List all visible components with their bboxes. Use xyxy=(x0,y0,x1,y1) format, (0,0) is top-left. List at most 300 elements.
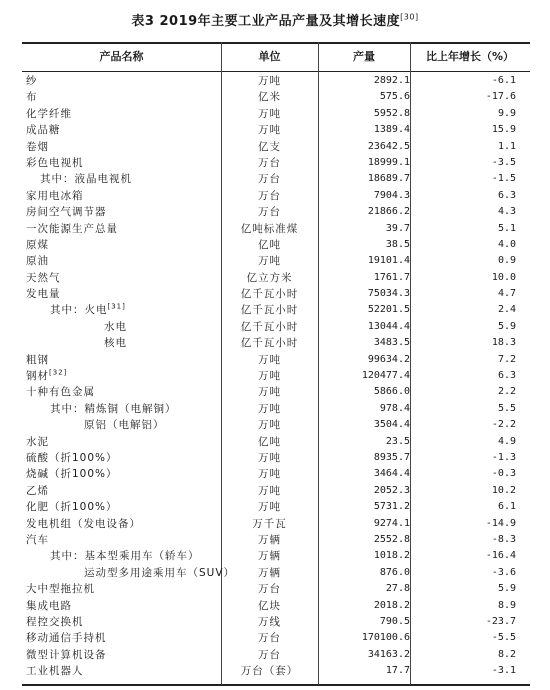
growth-value-text: -1.3 xyxy=(491,451,516,463)
product-name-text: 运动型多用途乘用车（SUV） xyxy=(84,566,236,579)
output-value-text: 18689.7 xyxy=(367,173,410,185)
output-value-text: 18999.1 xyxy=(367,156,410,168)
output-value-text: 3464.4 xyxy=(373,468,410,480)
table-row xyxy=(22,270,530,286)
output-value xyxy=(318,237,410,253)
unit-text: 万辆 xyxy=(258,566,281,579)
header-rule xyxy=(22,71,530,72)
growth-value-text: -23.7 xyxy=(485,615,516,627)
table-row xyxy=(22,352,530,368)
growth-value-text: -5.5 xyxy=(491,632,516,644)
table-row xyxy=(22,319,530,335)
growth-value xyxy=(410,270,520,286)
output-value xyxy=(318,434,410,450)
product-name-text: 原铝（电解铝） xyxy=(84,419,165,432)
product-name-text: 纱 xyxy=(26,75,38,87)
product-name-text: 化肥（折100%） xyxy=(26,501,118,514)
product-name xyxy=(26,598,72,614)
unit-text: 万吨 xyxy=(258,468,281,481)
output-value xyxy=(318,155,410,171)
bottom-rule xyxy=(22,684,530,686)
unit-text: 亿块 xyxy=(258,599,281,612)
footnote-marker: [31] xyxy=(107,302,126,311)
product-name-text: 原煤 xyxy=(26,238,49,251)
growth-value xyxy=(410,516,520,532)
growth-value-text: 10.2 xyxy=(491,484,516,496)
unit-text: 万辆 xyxy=(258,550,281,563)
growth-value-text: 6.1 xyxy=(497,501,516,513)
table-row xyxy=(22,663,530,679)
unit xyxy=(221,335,318,351)
unit xyxy=(221,516,318,532)
product-name-text: 粗钢 xyxy=(26,353,49,366)
product-name xyxy=(26,532,49,548)
growth-value-text: -8.3 xyxy=(491,533,516,545)
unit-text: 亿支 xyxy=(258,140,281,153)
growth-value xyxy=(410,565,520,581)
growth-value-text: 4.9 xyxy=(497,435,516,447)
output-value xyxy=(318,417,410,433)
unit-text: 万吨 xyxy=(258,75,281,87)
table-row xyxy=(22,516,530,532)
output-value-text: 21866.2 xyxy=(367,206,410,218)
unit-text: 万吨 xyxy=(258,419,281,432)
unit xyxy=(221,122,318,138)
growth-value-text: 18.3 xyxy=(491,337,516,349)
unit-text: 亿千瓦小时 xyxy=(240,304,299,317)
output-value xyxy=(318,335,410,351)
product-name xyxy=(26,237,49,253)
unit xyxy=(221,73,318,89)
output-value-text: 2552.8 xyxy=(373,533,410,545)
output-value-text: 5952.8 xyxy=(373,107,410,119)
table-row xyxy=(22,335,530,351)
output-value xyxy=(318,171,410,187)
product-name xyxy=(26,89,38,105)
growth-value-text: 5.1 xyxy=(497,222,516,234)
product-name xyxy=(104,319,127,335)
table-row xyxy=(22,253,530,269)
growth-value xyxy=(410,581,520,597)
unit-text: 万千瓦 xyxy=(252,517,287,530)
growth-value xyxy=(410,450,520,466)
output-value xyxy=(318,483,410,499)
header-growth: 比上年增长（%） xyxy=(425,50,515,63)
growth-value xyxy=(410,89,520,105)
unit-text: 亿千瓦小时 xyxy=(240,320,299,333)
product-name-text: 工业机器人 xyxy=(26,665,84,678)
growth-value-text: 5.9 xyxy=(497,583,516,595)
output-value xyxy=(318,286,410,302)
output-value-text: 5866.0 xyxy=(373,386,410,398)
product-name xyxy=(26,466,118,482)
unit-text: 万吨 xyxy=(258,353,281,366)
unit-text: 万吨 xyxy=(258,501,281,514)
product-name-text: 微型计算机设备 xyxy=(26,648,107,661)
output-value-text: 2892.1 xyxy=(373,75,410,86)
unit xyxy=(221,89,318,105)
product-name xyxy=(50,401,177,417)
unit xyxy=(221,270,318,286)
product-name xyxy=(50,548,200,564)
output-value-text: 978.4 xyxy=(379,402,410,414)
table-title-text: 表3 2019年主要工业产品产量及其增长速度 xyxy=(131,14,401,29)
table-row xyxy=(22,155,530,171)
output-value-text: 13044.4 xyxy=(367,320,410,332)
growth-value xyxy=(410,548,520,564)
table-row xyxy=(22,565,530,581)
product-name-text: 钢材 xyxy=(26,370,49,383)
product-name-text: 其中：火电 xyxy=(50,304,108,317)
product-name-text: 原油 xyxy=(26,255,49,268)
table-row xyxy=(22,499,530,515)
product-name xyxy=(26,106,72,122)
product-name xyxy=(26,122,61,138)
growth-value-text: 8.9 xyxy=(497,599,516,611)
unit xyxy=(221,565,318,581)
output-value xyxy=(318,352,410,368)
unit xyxy=(221,302,318,318)
product-name xyxy=(26,204,107,220)
output-value-text: 5731.2 xyxy=(373,501,410,513)
growth-value xyxy=(410,122,520,138)
growth-value-text: 2.4 xyxy=(497,304,516,316)
table-header xyxy=(22,42,530,71)
growth-value xyxy=(410,630,520,646)
product-name xyxy=(26,188,84,204)
table-row xyxy=(22,630,530,646)
unit xyxy=(221,139,318,155)
growth-value-text: 7.2 xyxy=(497,353,516,365)
growth-value xyxy=(410,384,520,400)
table-row xyxy=(22,221,530,237)
growth-value xyxy=(410,335,520,351)
product-name xyxy=(26,630,107,646)
product-name-text: 硫酸（折100%） xyxy=(26,451,118,464)
table-body xyxy=(22,73,530,679)
unit-text: 亿千瓦小时 xyxy=(240,337,299,350)
table-row xyxy=(22,286,530,302)
product-name-text: 布 xyxy=(26,91,38,104)
growth-value xyxy=(410,221,520,237)
output-value-text: 170100.6 xyxy=(361,632,410,644)
table-row xyxy=(22,106,530,122)
unit xyxy=(221,188,318,204)
growth-value xyxy=(410,598,520,614)
output-value xyxy=(318,368,410,384)
product-name xyxy=(26,499,118,515)
unit xyxy=(221,532,318,548)
output-value-text: 790.5 xyxy=(379,615,410,627)
table-row xyxy=(22,647,530,663)
unit-text: 万吨 xyxy=(258,255,281,268)
output-value-text: 75034.3 xyxy=(367,288,410,300)
product-name xyxy=(26,450,118,466)
growth-value-text: 9.9 xyxy=(497,107,516,119)
growth-value-text: -17.6 xyxy=(485,91,516,103)
unit-text: 万台 xyxy=(258,648,281,661)
table-row xyxy=(22,139,530,155)
footnote-marker: [32] xyxy=(49,368,68,377)
output-value xyxy=(318,188,410,204)
output-value-text: 19101.4 xyxy=(367,255,410,267)
product-name xyxy=(26,73,38,89)
growth-value-text: 5.5 xyxy=(497,402,516,414)
table-row xyxy=(22,581,530,597)
output-value-text: 7904.3 xyxy=(373,189,410,201)
unit-text: 万线 xyxy=(258,615,281,628)
output-value xyxy=(318,89,410,105)
output-value-text: 3483.5 xyxy=(373,337,410,349)
output-value xyxy=(318,516,410,532)
output-value xyxy=(318,663,410,679)
output-value xyxy=(318,532,410,548)
growth-value xyxy=(410,106,520,122)
product-name xyxy=(26,647,107,663)
growth-value-text: 2.2 xyxy=(497,386,516,398)
growth-value xyxy=(410,286,520,302)
header-unit: 单位 xyxy=(258,50,281,63)
table-row xyxy=(22,614,530,630)
growth-value xyxy=(410,483,520,499)
output-value xyxy=(318,614,410,630)
table-row xyxy=(22,302,530,318)
product-name-text: 化学纤维 xyxy=(26,107,72,120)
unit-text: 万台 xyxy=(258,206,281,219)
output-value-text: 575.6 xyxy=(379,91,410,103)
unit xyxy=(221,417,318,433)
product-name xyxy=(26,155,84,171)
product-name-text: 烧碱（折100%） xyxy=(26,468,118,481)
product-name xyxy=(26,516,141,532)
unit xyxy=(221,171,318,187)
growth-value-text: -14.9 xyxy=(485,517,516,529)
output-value xyxy=(318,139,410,155)
product-name xyxy=(26,483,49,499)
output-value xyxy=(318,647,410,663)
table-row xyxy=(22,122,530,138)
growth-value-text: -1.5 xyxy=(491,173,516,185)
product-name-text: 彩色电视机 xyxy=(26,156,84,169)
output-value-text: 8935.7 xyxy=(373,451,410,463)
output-value xyxy=(318,253,410,269)
output-value xyxy=(318,466,410,482)
unit-text: 万吨 xyxy=(258,451,281,464)
growth-value xyxy=(410,73,520,89)
growth-value-text: 10.0 xyxy=(491,271,516,283)
unit-text: 亿吨 xyxy=(258,435,281,448)
output-value xyxy=(318,581,410,597)
product-name xyxy=(26,352,49,368)
unit xyxy=(221,286,318,302)
unit xyxy=(221,401,318,417)
product-name-text: 一次能源生产总量 xyxy=(26,222,118,235)
growth-value-text: -0.3 xyxy=(491,468,516,480)
table-row xyxy=(22,171,530,187)
unit-text: 亿吨标准煤 xyxy=(240,222,299,235)
unit xyxy=(221,253,318,269)
output-value xyxy=(318,598,410,614)
growth-value xyxy=(410,253,520,269)
output-value xyxy=(318,565,410,581)
growth-value xyxy=(410,499,520,515)
output-value xyxy=(318,319,410,335)
unit xyxy=(221,368,318,384)
unit xyxy=(221,155,318,171)
header-output: 产量 xyxy=(353,50,375,63)
output-value xyxy=(318,270,410,286)
growth-value xyxy=(410,352,520,368)
unit xyxy=(221,204,318,220)
product-name xyxy=(26,663,84,679)
table-row xyxy=(22,466,530,482)
output-value xyxy=(318,548,410,564)
unit-text: 万台 xyxy=(258,156,281,169)
output-value xyxy=(318,73,410,89)
table-row xyxy=(22,384,530,400)
growth-value xyxy=(410,319,520,335)
unit xyxy=(221,598,318,614)
growth-value-text: -16.4 xyxy=(485,550,516,562)
unit xyxy=(221,548,318,564)
unit xyxy=(221,221,318,237)
product-name-text: 大中型拖拉机 xyxy=(26,583,95,596)
growth-value xyxy=(410,663,520,679)
growth-value xyxy=(410,302,520,318)
growth-value xyxy=(410,417,520,433)
output-value xyxy=(318,630,410,646)
growth-value xyxy=(410,434,520,450)
product-name-text: 其中：基本型乘用车（轿车） xyxy=(50,550,200,563)
growth-value xyxy=(410,139,520,155)
growth-value-text: 4.3 xyxy=(497,206,516,218)
output-value-text: 34163.2 xyxy=(367,648,410,660)
product-name xyxy=(26,614,84,630)
product-name xyxy=(26,253,49,269)
output-value-text: 99634.2 xyxy=(367,353,410,365)
product-name-text: 移动通信手持机 xyxy=(26,632,107,645)
output-value-text: 1761.7 xyxy=(373,271,410,283)
product-name xyxy=(26,368,67,384)
output-value-text: 876.0 xyxy=(379,566,410,578)
product-name xyxy=(50,302,126,318)
output-value xyxy=(318,450,410,466)
product-name-text: 汽车 xyxy=(26,533,49,546)
unit-text: 万辆 xyxy=(258,533,281,546)
output-value-text: 120477.4 xyxy=(361,370,410,382)
product-name xyxy=(26,221,118,237)
product-name xyxy=(26,286,61,302)
growth-value xyxy=(410,401,520,417)
table-row xyxy=(22,417,530,433)
unit-text: 万吨 xyxy=(258,386,281,399)
unit xyxy=(221,630,318,646)
product-name xyxy=(26,139,49,155)
table-row xyxy=(22,401,530,417)
growth-value xyxy=(410,171,520,187)
product-name-text: 十种有色金属 xyxy=(26,386,95,399)
unit xyxy=(221,352,318,368)
growth-value xyxy=(410,532,520,548)
growth-value-text: 15.9 xyxy=(491,124,516,136)
product-name xyxy=(26,581,95,597)
output-value-text: 1389.4 xyxy=(373,124,410,136)
unit-text: 万吨 xyxy=(258,484,281,497)
unit-text: 万台（套） xyxy=(240,665,299,678)
unit xyxy=(221,483,318,499)
unit-text: 万吨 xyxy=(258,370,281,383)
table-row xyxy=(22,73,530,89)
unit-text: 亿千瓦小时 xyxy=(240,288,299,301)
unit xyxy=(221,384,318,400)
growth-value xyxy=(410,466,520,482)
table-title xyxy=(0,10,550,29)
output-value xyxy=(318,499,410,515)
product-name-text: 乙烯 xyxy=(26,484,49,497)
table-row xyxy=(22,450,530,466)
growth-value xyxy=(410,204,520,220)
output-value xyxy=(318,221,410,237)
output-value-text: 2018.2 xyxy=(373,599,410,611)
unit xyxy=(221,466,318,482)
output-value-text: 23642.5 xyxy=(367,140,410,152)
unit-text: 亿米 xyxy=(258,91,281,104)
product-name-text: 成品糖 xyxy=(26,124,61,137)
growth-value-text: 8.2 xyxy=(497,648,516,660)
output-value-text: 38.5 xyxy=(385,238,410,250)
table-row xyxy=(22,204,530,220)
growth-value-text: 6.3 xyxy=(497,370,516,382)
growth-value xyxy=(410,188,520,204)
growth-value xyxy=(410,614,520,630)
product-name-text: 卷烟 xyxy=(26,140,49,153)
output-value xyxy=(318,122,410,138)
growth-value-text: 6.3 xyxy=(497,189,516,201)
output-value-text: 1018.2 xyxy=(373,550,410,562)
unit-text: 万台 xyxy=(258,173,281,186)
product-name-text: 发电量 xyxy=(26,288,61,301)
output-value-text: 23.5 xyxy=(385,435,410,447)
product-name xyxy=(84,565,235,581)
product-name xyxy=(26,270,61,286)
title-footnote: [30] xyxy=(400,12,419,22)
output-value-text: 27.8 xyxy=(385,583,410,595)
unit xyxy=(221,319,318,335)
table-row xyxy=(22,598,530,614)
output-value xyxy=(318,106,410,122)
growth-value-text: -6.1 xyxy=(491,75,516,86)
unit xyxy=(221,663,318,679)
growth-value-text: 1.1 xyxy=(497,140,516,152)
unit xyxy=(221,499,318,515)
output-value-text: 2052.3 xyxy=(373,484,410,496)
table-row xyxy=(22,532,530,548)
growth-value-text: -3.1 xyxy=(491,665,516,677)
unit xyxy=(221,434,318,450)
growth-value-text: -3.5 xyxy=(491,156,516,168)
table-row xyxy=(22,89,530,105)
unit xyxy=(221,237,318,253)
product-name-text: 核电 xyxy=(104,337,127,350)
unit xyxy=(221,450,318,466)
growth-value-text: 0.9 xyxy=(497,255,516,267)
output-value-text: 9274.1 xyxy=(373,517,410,529)
product-name xyxy=(26,434,49,450)
header-name: 产品名称 xyxy=(99,50,144,63)
product-name-text: 程控交换机 xyxy=(26,615,84,628)
growth-value-text: -3.6 xyxy=(491,566,516,578)
table-row xyxy=(22,548,530,564)
